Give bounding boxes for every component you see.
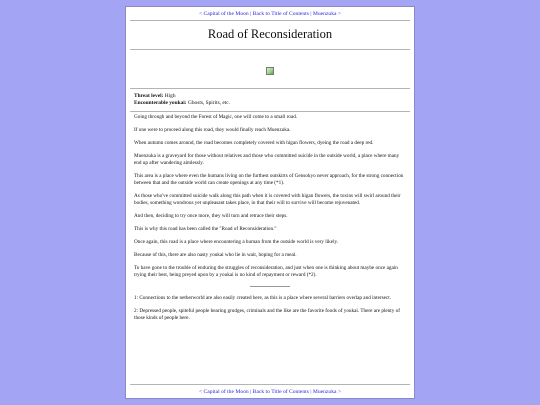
article-body	[126, 112, 414, 322]
nav-link-muenzuka[interactable]: Muenzuka	[312, 11, 337, 17]
threat-level-row	[134, 93, 406, 100]
nav-link-muenzuka[interactable]: Muenzuka	[312, 389, 337, 395]
paragraph: This is why this road has been called the "Road of Reconsideration."	[134, 226, 277, 233]
nav-open: <	[198, 11, 203, 17]
paragraph: If one were to proceed along this road, they would finally reach Muenzuka.	[134, 126, 291, 133]
paragraph: To have gone to the trouble of enduring the struggles of reconsideration, and just when one is thinking about maybe once again trying their best, being preyed upon by a youkai is no kind of repayment or reward (*2).	[134, 265, 398, 279]
nav-close: >	[337, 389, 342, 395]
nav-close: >	[337, 11, 342, 17]
location-meta	[126, 89, 414, 111]
footnote: 2: Depressed people, spiteful people bearing grudges, criminals and the like are the favorite foods of youkai. There are plenty of those kinds of people here.	[134, 307, 400, 321]
bottom-nav	[126, 385, 414, 398]
paragraph: Because of this, there are also nasty youkai who lie in wait, hoping for a meal.	[134, 252, 297, 259]
nav-link-title-of-contents[interactable]: Back to Title of Contents	[252, 389, 309, 395]
nav-link-capital-of-the-moon[interactable]: Capital of the Moon	[203, 389, 249, 395]
paragraph: Going through and beyond the Forest of Magic, one will come to a small road.	[134, 113, 298, 120]
nav-separator: |	[250, 389, 252, 395]
paragraph: As those who've committed suicide walk along this path when it is covered with higan flowers, the toxins will swirl around their bodies, something wondrous yet unpleasant takes place, in that their will to survive will become rejuvenated.	[134, 193, 401, 207]
footnote: 1: Connections to the netherworld are also easily created here, as this is a place where several barriers overlap and intersect.	[134, 294, 391, 301]
footnote-separator	[250, 286, 290, 287]
encounterable-youkai-label: Encounterable youkai:	[134, 100, 187, 107]
encounterable-youkai-value: Ghosts, Spirits, etc.	[187, 100, 231, 107]
paragraph: Muenzuka is a graveyard for those without relatives and those who committed suicide in the outside world, a place where many end up after wandering aimlessly.	[134, 152, 400, 166]
bottom-nav-area	[126, 384, 414, 398]
broken-image-icon	[266, 67, 274, 75]
nav-separator: |	[310, 11, 312, 17]
threat-level-label: Threat level:	[134, 93, 164, 99]
paragraph: Once again, this road is a place where encountering a human from the outside world is very likely.	[134, 239, 339, 246]
encounterable-youkai-row	[134, 100, 406, 107]
paragraph: This area is a place where even the humans living on the furthest outskirts of Gensokyo never approach, for the strong connection between that and the outside world can create openings at any time (*1).	[134, 172, 404, 186]
nav-link-capital-of-the-moon[interactable]: Capital of the Moon	[203, 11, 249, 17]
threat-level-value: High	[164, 93, 176, 99]
page-title: Road of Reconsideration	[207, 27, 333, 41]
paragraph: And then, deciding to try once more, they will turn and retrace their steps.	[134, 213, 288, 220]
image-container	[126, 50, 414, 88]
top-nav	[126, 7, 414, 20]
nav-link-title-of-contents[interactable]: Back to Title of Contents	[252, 11, 309, 17]
nav-separator: |	[250, 11, 252, 17]
nav-separator: |	[310, 389, 312, 395]
article-page	[125, 6, 415, 399]
nav-open: <	[198, 389, 203, 395]
paragraph: When autumn comes around, the road becomes completely covered with higan flowers, dyeing the road a deep red.	[134, 139, 374, 146]
